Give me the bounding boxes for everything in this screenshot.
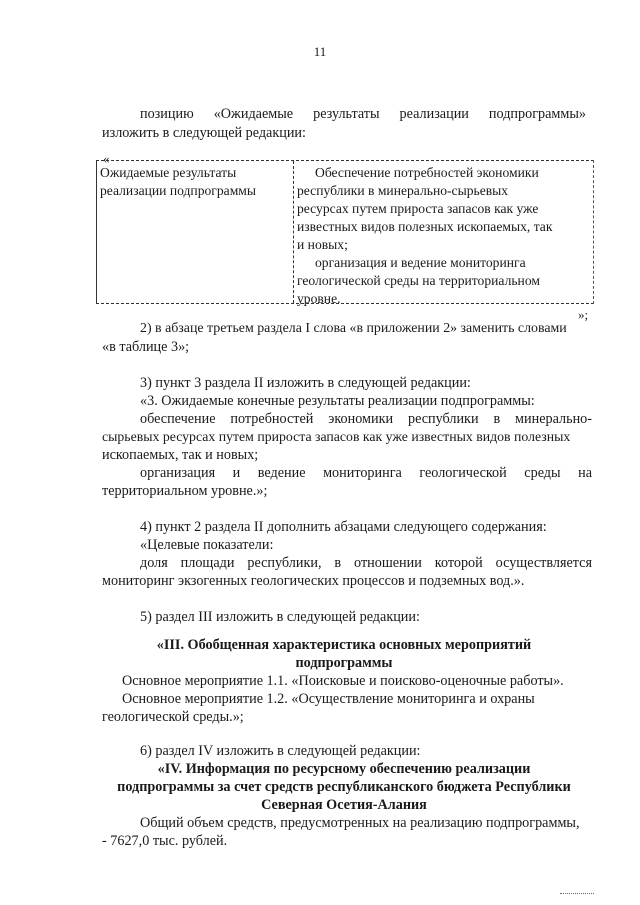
expected-results-table	[96, 160, 594, 304]
item3-line-3: сырьевых ресурсах путем прироста запасов как уже известных видов полезных	[102, 429, 571, 444]
quote-close: »;	[578, 307, 589, 322]
item3-line-2: обеспечение потребностей экономики республики в минерально-	[140, 411, 592, 427]
table-content-line: организация и ведение мониторинга	[315, 255, 526, 270]
table-content-line: и новых;	[297, 237, 348, 252]
item3-line-4: ископаемых, так и новых;	[102, 447, 259, 463]
page-number: 11	[313, 44, 327, 59]
total-funding-line-1: Общий объем средств, предусмотренных на реализацию подпрограммы,	[140, 815, 580, 831]
item2-line-2: «в таблице 3»;	[102, 339, 190, 355]
measure-1-2: Основное мероприятие 1.2. «Осуществление мониторинга и охраны	[122, 691, 535, 707]
section-iii-title-line-2: подпрограммы	[295, 655, 393, 671]
item2-line-1: 2) в абзаце третьем раздела I слова «в приложении 2» заменить словами	[140, 321, 567, 336]
quote-open: «	[103, 151, 110, 166]
item6-heading: 6) раздел IV изложить в следующей редакции:	[140, 743, 421, 759]
table-content-line: уровне.	[297, 291, 341, 306]
item5-heading: 5) раздел III изложить в следующей редакции:	[140, 609, 420, 625]
table-content-line: геологической среды на территориальном	[297, 273, 540, 288]
section-iii-title-line-1: «III. Обобщенная характеристика основных мероприятий	[156, 637, 532, 653]
item3-line-1: «3. Ожидаемые конечные результаты реализации подпрограммы:	[140, 393, 535, 409]
section-iv-title-line-3: Северная Осетия-Алания	[261, 797, 427, 813]
section-iv-title-line-1: «IV. Информация по ресурсному обеспечению реализации	[157, 761, 531, 777]
intro-line-2: изложить в следующей редакции:	[102, 125, 306, 141]
measure-1-2-cont: геологической среды.»;	[102, 709, 244, 725]
table-content-line: Обеспечение потребностей экономики	[315, 165, 539, 180]
table-cell-content	[297, 164, 589, 308]
item4-line-1: «Целевые показатели:	[140, 537, 274, 553]
item3-line-5: организация и ведение мониторинга геологической среды на	[140, 465, 592, 481]
measure-1-1: Основное мероприятие 1.1. «Поисковые и поисково-оценочные работы».	[122, 673, 564, 689]
table-label-line: Ожидаемые результаты	[100, 165, 237, 180]
item4-heading: 4) пункт 2 раздела II дополнить абзацами следующего содержания:	[140, 519, 547, 535]
section-iv-title-line-2: подпрограммы за счет средств республиканского бюджета Республики	[117, 779, 571, 795]
item3-line-6: территориальном уровне.»;	[102, 483, 268, 499]
table-content-line: республики в минерально-сырьевых	[297, 183, 509, 198]
item4-line-2: доля площади республики, в отношении которой осуществляется	[140, 555, 592, 571]
total-funding-line-2: - 7627,0 тыс. рублей.	[102, 833, 228, 849]
table-cell-label	[100, 164, 288, 200]
item4-line-3: мониторинг экзогенных геологических процессов и подземных вод.».	[102, 573, 525, 589]
table-label-line: реализации подпрограммы	[100, 183, 257, 198]
table-content-line: ресурсах путем прироста запасов как уже	[297, 201, 539, 216]
table-content-line: известных видов полезных ископаемых, так	[297, 219, 553, 234]
item3-heading: 3) пункт 3 раздела II изложить в следующей редакции:	[140, 375, 471, 391]
intro-line-1: позицию «Ожидаемые результаты реализации подпрограммы»	[140, 106, 586, 122]
table-divider	[293, 161, 294, 303]
bottom-mark	[560, 893, 594, 894]
